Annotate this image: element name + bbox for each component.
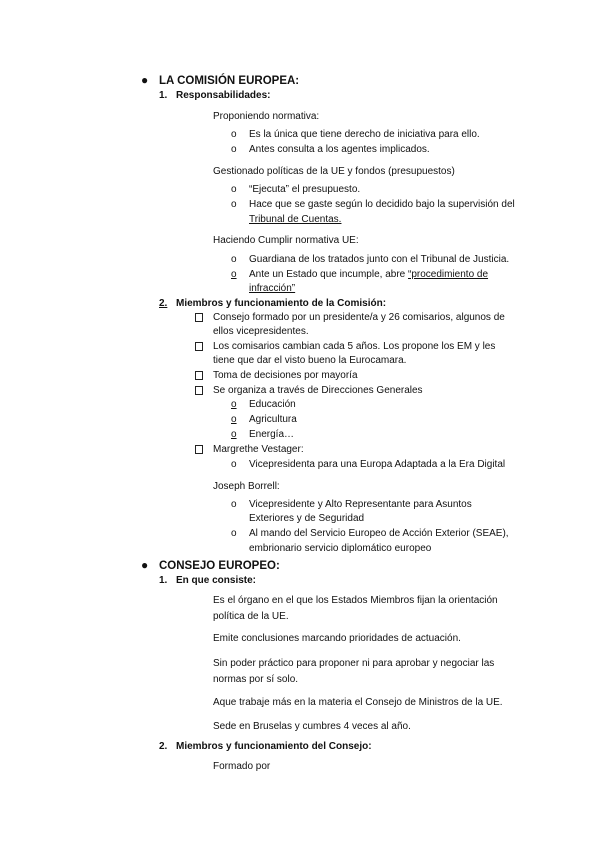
list-number: 2.	[159, 298, 168, 309]
list-item	[249, 268, 488, 281]
list-item: Energía…	[249, 429, 295, 440]
list-item: Vicepresidente y Alto Representante para Asuntos	[249, 499, 472, 510]
list-item: Emite conclusiones marcando prioridades de actuación.	[213, 633, 461, 644]
list-number: 2.	[159, 741, 168, 752]
section-bullet: ●	[141, 558, 149, 572]
list-item: Se organiza a través de Direcciones Generales	[213, 385, 423, 396]
list-item: Es la única que tiene derecho de iniciativa para ello.	[249, 129, 480, 140]
box-glyph-icon	[195, 371, 203, 380]
list-item: Consejo formado por un presidente/a y 26 comisarios, algunos de	[213, 312, 505, 323]
list-item: Sede en Bruselas y cumbres 4 veces al año.	[213, 721, 411, 732]
sub-bullet: o	[231, 144, 237, 155]
list-item: Antes consulta a los agentes implicados.	[249, 144, 430, 155]
list-item: Los comisarios cambian cada 5 años. Los propone los EM y les	[213, 341, 496, 352]
box-glyph-icon	[195, 313, 203, 322]
box-glyph-icon	[195, 342, 203, 351]
box-glyph-icon	[195, 386, 203, 395]
list-number: 1.	[159, 90, 168, 101]
list-item: Margrethe Vestager:	[213, 444, 304, 455]
list-item: embrionario servicio diplomático europeo	[249, 543, 432, 554]
list-item-text: Ante un Estado que incumple, abre	[249, 269, 408, 280]
list-item: Vicepresidenta para una Europa Adaptada a la Era Digital	[249, 459, 506, 470]
sub-bullet: o	[231, 269, 237, 280]
subheading-miembros-consejo: Miembros y funcionamiento del Consejo:	[176, 741, 372, 752]
list-item: Exteriores y de Seguridad	[249, 513, 365, 524]
subheading-responsabilidades: Responsabilidades:	[176, 90, 271, 101]
section-bullet: ●	[141, 73, 149, 87]
list-item: Gestionado políticas de la UE y fondos (presupuestos)	[213, 166, 455, 177]
sub-bullet: o	[231, 129, 237, 140]
sub-bullet: o	[231, 429, 237, 440]
section-title-consejo: CONSEJO EUROPEO:	[159, 560, 280, 572]
list-item: política de la UE.	[213, 611, 289, 622]
list-item: Haciendo Cumplir normativa UE:	[213, 235, 359, 246]
list-item: normas por sí solo.	[213, 674, 299, 685]
sub-bullet: o	[231, 414, 237, 425]
list-item: Hace que se gaste según lo decidido bajo la supervisión del	[249, 199, 515, 210]
section-title-comision: LA COMISIÓN EUROPEA:	[159, 75, 300, 87]
link-text: “procedimiento de	[408, 269, 489, 280]
list-item: Sin poder práctico para proponer ni para aprobar y negociar las	[213, 658, 495, 669]
list-number: 1.	[159, 575, 168, 586]
list-item: Proponiendo normativa:	[213, 111, 320, 122]
list-item: “Ejecuta” el presupuesto.	[249, 184, 361, 195]
box-glyph-icon	[195, 445, 203, 454]
list-item: Es el órgano en el que los Estados Miembros fijan la orientación	[213, 595, 498, 606]
list-item: Aque trabaje más en la materia el Consejo de Ministros de la UE.	[213, 697, 503, 708]
sub-bullet: o	[231, 399, 237, 410]
sub-bullet: o	[231, 199, 237, 210]
list-item: Educación	[249, 399, 296, 410]
list-item: Toma de decisiones por mayoría	[213, 370, 358, 381]
list-item: Formado por	[213, 761, 271, 772]
sub-bullet: o	[231, 499, 237, 510]
subheading-miembros: Miembros y funcionamiento de la Comisión:	[176, 298, 387, 309]
list-item: Agricultura	[249, 414, 297, 425]
sub-bullet: o	[231, 528, 237, 539]
sub-bullet: o	[231, 184, 237, 195]
sub-bullet: o	[231, 459, 237, 470]
sub-bullet: o	[231, 254, 237, 265]
list-item: Joseph Borrell:	[213, 481, 280, 492]
link-text: Tribunal de Cuentas.	[249, 214, 342, 225]
list-item: tiene que dar el visto bueno la Eurocamara.	[213, 355, 407, 366]
list-item: ellos vicepresidentes.	[213, 326, 309, 337]
list-item: Al mando del Servicio Europeo de Acción Exterior (SEAE),	[249, 528, 509, 539]
link-text: infracción”	[249, 283, 296, 294]
subheading-en-que-consiste: En que consiste:	[176, 575, 257, 586]
list-item: Guardiana de los tratados junto con el Tribunal de Justicia.	[249, 254, 510, 265]
